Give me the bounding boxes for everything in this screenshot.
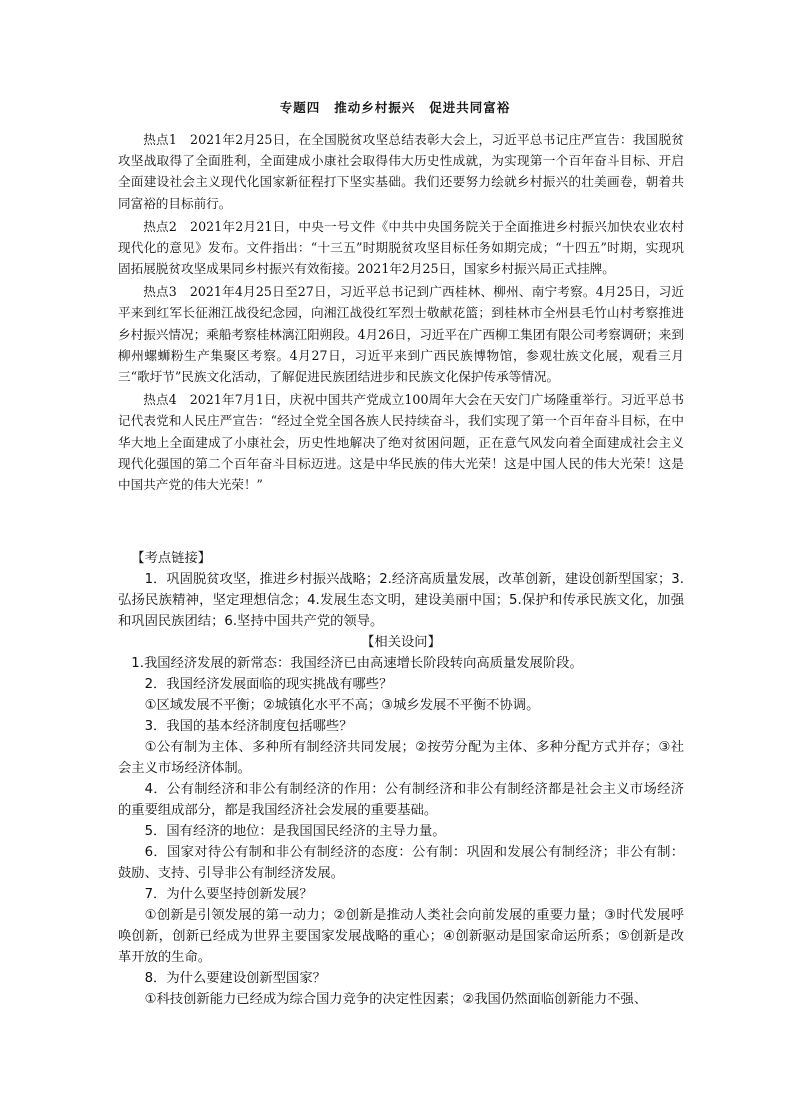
title-main: 推动乡村振兴 [334,100,416,115]
qa-line: ①科技创新能力已经成为综合国力竞争的决定性因素；②我国仍然面临创新能力不强、 [144,992,648,1007]
kaodian-text: 1．巩固脱贫攻坚，推进乡村振兴战略；2.经济高质量发展，改革创新，建设创新型国家；3.弘扬民族精神，坚定理想信念；4.发展生态文明，建设美丽中国；5.保护和传承民族文化，加强和巩固民族团结；6.坚持中国共产党的领导。 [118,572,684,629]
kaodian-heading: 【考点链接】 [131,551,212,566]
xiangguan-heading: 【相关设问】 [361,635,441,650]
qa-line: 5．国有经济的地位：是我国国民经济的主导力量。 [144,824,446,839]
qa-line: 4．公有制经济和非公有制经济的作用：公有制经济和非公有制经济都是社会主义市场经济的重要组成部分，都是我国经济社会发展的重要基础。 [118,782,684,818]
qa-line: ①创新是引领发展的第一动力；②创新是推动人类社会向前发展的重要力量；③时代发展呼唤创新，创新已经成为世界主要国家发展战略的重心；④创新驱动是国家命运所系；⑤创新是改革开放的生命。 [118,908,684,965]
qa-line: 8．为什么要建设创新型国家？ [144,971,326,986]
hotspot-paragraph-3: 热点3 2021年4月25日至27日，习近平总书记到广西桂林、柳州、南宁考察。4月25日，习近平来到红军长征湘江战役纪念园，向湘江战役红军烈士敬献花篮；到桂林市全州县毛竹山村考察推进乡村振兴情况；乘船考察桂林漓江阳朔段。4月26日，习近平在广西柳工集团有限公司考察调研；来到柳州螺蛳粉生产集聚区考察。4月27日，习近平来到广西民族博物馆，参观壮族文化展，观看三月三“歌圩节”民族文化活动，了解促进民族团结进步和民族文化保护传承等情况。 [118,284,684,385]
hotspot-paragraph-2: 热点2 2021年2月21日，中央一号文件《中共中央国务院关于全面推进乡村振兴加快农业农村现代化的意见》发布。文件指出：“十三五”时期脱贫攻坚目标任务如期完成；“十四五”时期，实现巩固拓展脱贫攻坚成果同乡村振兴有效衔接。2021年2月25日，国家乡村振兴局正式挂牌。 [118,218,684,277]
qa-line: ①公有制为主体、多种所有制经济共同发展；②按劳分配为主体、多种分配方式并存；③社会主义市场经济体制。 [118,740,684,776]
hotspot-section [118,129,684,497]
qa-line: 1.我国经济发展的新常态：我国经济已由高速增长阶段转向高质量发展阶段。 [131,656,583,671]
qa-line: 6．国家对待公有制和非公有制经济的态度：公有制：巩固和发展公有制经济；非公有制：鼓励、支持、引导非公有制经济发展。 [118,845,684,881]
title-sub: 促进共同富裕 [429,100,511,115]
title-topic: 专题四 [279,100,321,115]
page-title [0,98,790,116]
qa-line: ①区域发展不平衡；②城镇化水平不高；③城乡发展不平衡不协调。 [144,698,540,713]
hotspot-paragraph-1: 热点1 2021年2月25日，在全国脱贫攻坚总结表彰大会上，习近平总书记庄严宣告：我国脱贫攻坚战取得了全面胜利，全面建成小康社会取得伟大历史性成就，为实现第一个百年奋斗目标、开启全面建设社会主义现代化国家新征程打下坚实基础。我们还要努力绘就乡村振兴的壮美画卷，朝着共同富裕的目标前行。 [118,132,684,211]
qa-line: 2．我国经济发展面临的现实挑战有哪些？ [144,677,393,692]
hotspot-paragraph-4: 热点4 2021年7月1日，庆祝中国共产党成立100周年大会在天安门广场隆重举行。习近平总书记代表党和人民庄严宣告：“经过全党全国各族人民持续奋斗，我们实现了第一个百年奋斗目标，在中华大地上全面建成了小康社会，历史性地解决了绝对贫困问题，正在意气风发向着全面建成社会主义现代化强国的第二个百年奋斗目标迈进。这是中华民族的伟大光荣！这是中国人民的伟大光荣！这是中国共产党的伟大光荣！” [118,392,684,492]
qa-line: 3．我国的基本经济制度包括哪些？ [144,719,353,734]
qa-line: 7．为什么要坚持创新发展？ [144,887,313,902]
exam-links-section [118,548,684,1010]
